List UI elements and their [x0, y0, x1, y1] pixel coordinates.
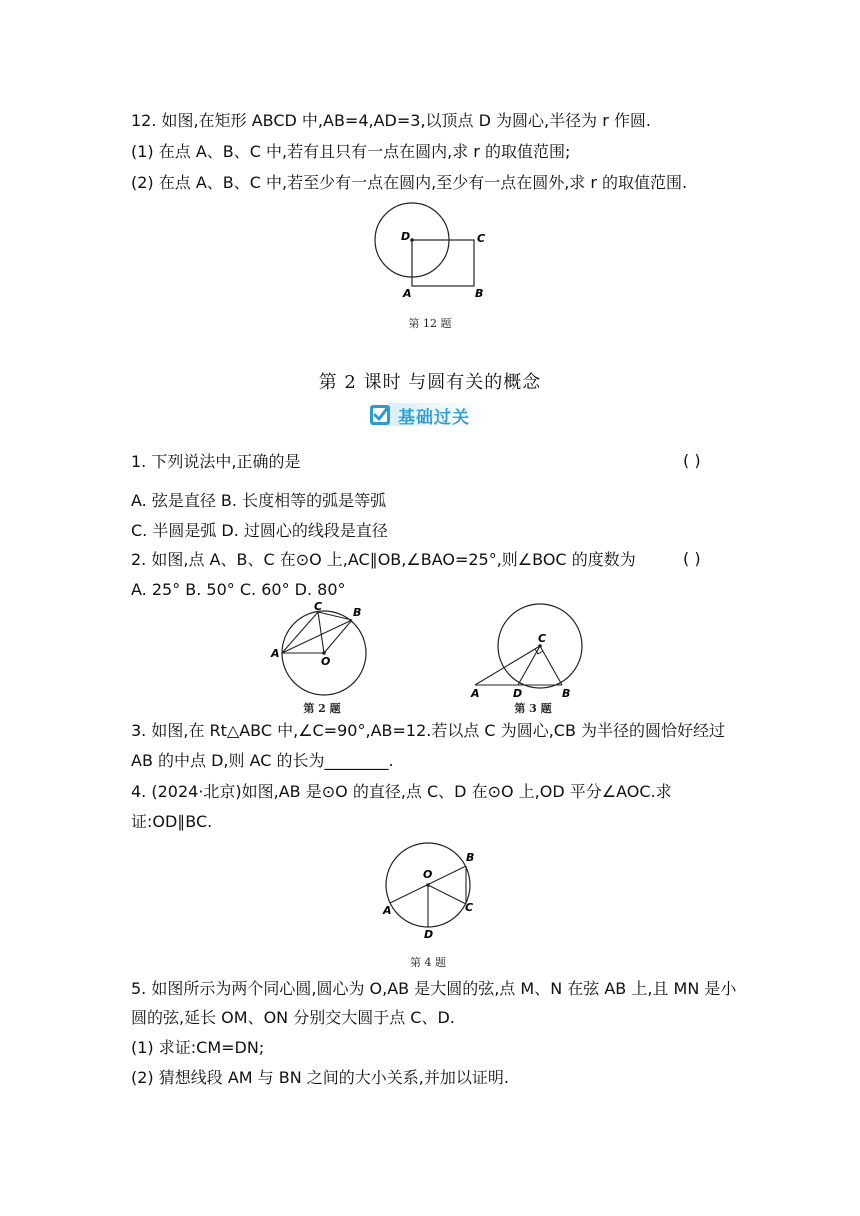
- q12-label-c: C: [477, 232, 486, 245]
- q5-line2: 圆的弦,延长 OM、ON 分别交大圆于点 C、D.: [131, 1008, 455, 1027]
- q2-answer-paren: ( ): [683, 549, 701, 568]
- checklist-icon: [368, 402, 393, 427]
- q3-label-a: A: [471, 687, 480, 700]
- q12-figure: [365, 200, 505, 305]
- q3-label-b: B: [562, 687, 571, 700]
- q3-label-c: C: [538, 632, 547, 645]
- q5-line1: 5. 如图所示为两个同心圆,圆心为 O,AB 是大圆的弦,点 M、N 在弦 AB 上,且 MN 是小: [131, 979, 737, 998]
- q5-part1: (1) 求证:CM=DN;: [131, 1038, 265, 1057]
- q4-label-a: A: [383, 904, 392, 917]
- q4-caption: 第 4 题: [410, 956, 446, 969]
- q4-label-c: C: [465, 901, 474, 914]
- q2-label-o: O: [321, 655, 331, 668]
- q3-caption: 第 3 题: [514, 702, 552, 715]
- q2-caption: 第 2 题: [303, 702, 341, 715]
- q3-figure: [465, 600, 585, 700]
- q1-stem: 1. 下列说法中,正确的是: [131, 452, 301, 471]
- q2-label-c: C: [314, 600, 323, 613]
- q4-line2: 证:OD∥BC.: [131, 812, 213, 831]
- q12-rectangle: [412, 240, 474, 286]
- section-title: 第 2 课时 与圆有关的概念: [318, 372, 542, 393]
- q4-label-o: O: [423, 868, 433, 881]
- q12-label-a: A: [403, 287, 412, 300]
- q4-figure: [378, 838, 478, 943]
- q12-part1: (1) 在点 A、B、C 中,若有且只有一点在圆内,求 r 的取值范围;: [131, 142, 571, 161]
- q12-label-b: B: [475, 287, 484, 300]
- q12-stem: 12. 如图,在矩形 ABCD 中,AB=4,AD=3,以顶点 D 为圆心,半径为 r 作圆.: [131, 111, 651, 130]
- q5-part2: (2) 猜想线段 AM 与 BN 之间的大小关系,并加以证明.: [131, 1068, 509, 1087]
- badge-label: 基础过关: [398, 408, 470, 428]
- q12-center-point-d: [410, 238, 414, 242]
- q1-options-row2: C. 半圆是弧 D. 过圆心的线段是直径: [131, 521, 388, 540]
- q12-caption: 第 12 题: [408, 317, 452, 330]
- q12-label-d: D: [401, 230, 411, 243]
- q1-options-row1: A. 弦是直径 B. 长度相等的弧是等弧: [131, 491, 387, 510]
- q12-part2: (2) 在点 A、B、C 中,若至少有一点在圆内,至少有一点在圆外,求 r 的取值范围.: [131, 173, 688, 192]
- q4-label-d: D: [424, 928, 434, 941]
- q1-answer-paren: ( ): [683, 451, 701, 470]
- q3-line2: AB 的中点 D,则 AC 的长为________.: [131, 751, 394, 770]
- q2-label-a: A: [271, 647, 280, 660]
- section-badge: [368, 401, 488, 428]
- q2-label-b: B: [353, 606, 362, 619]
- q3-line1: 3. 如图,在 Rt△ABC 中,∠C=90°,AB=12.若以点 C 为圆心,CB 为半径的圆恰好经过: [131, 721, 726, 740]
- q2-stem: 2. 如图,点 A、B、C 在⊙O 上,AC∥OB,∠BAO=25°,则∠BOC 的度数为: [131, 550, 636, 569]
- q2-options: A. 25° B. 50° C. 60° D. 80°: [131, 580, 346, 599]
- q4-label-b: B: [466, 851, 475, 864]
- q3-label-d: D: [513, 687, 523, 700]
- q2-figure: [268, 600, 378, 700]
- q4-line1: 4. (2024·北京)如图,AB 是⊙O 的直径,点 C、D 在⊙O 上,OD 平分∠AOC.求: [131, 782, 672, 801]
